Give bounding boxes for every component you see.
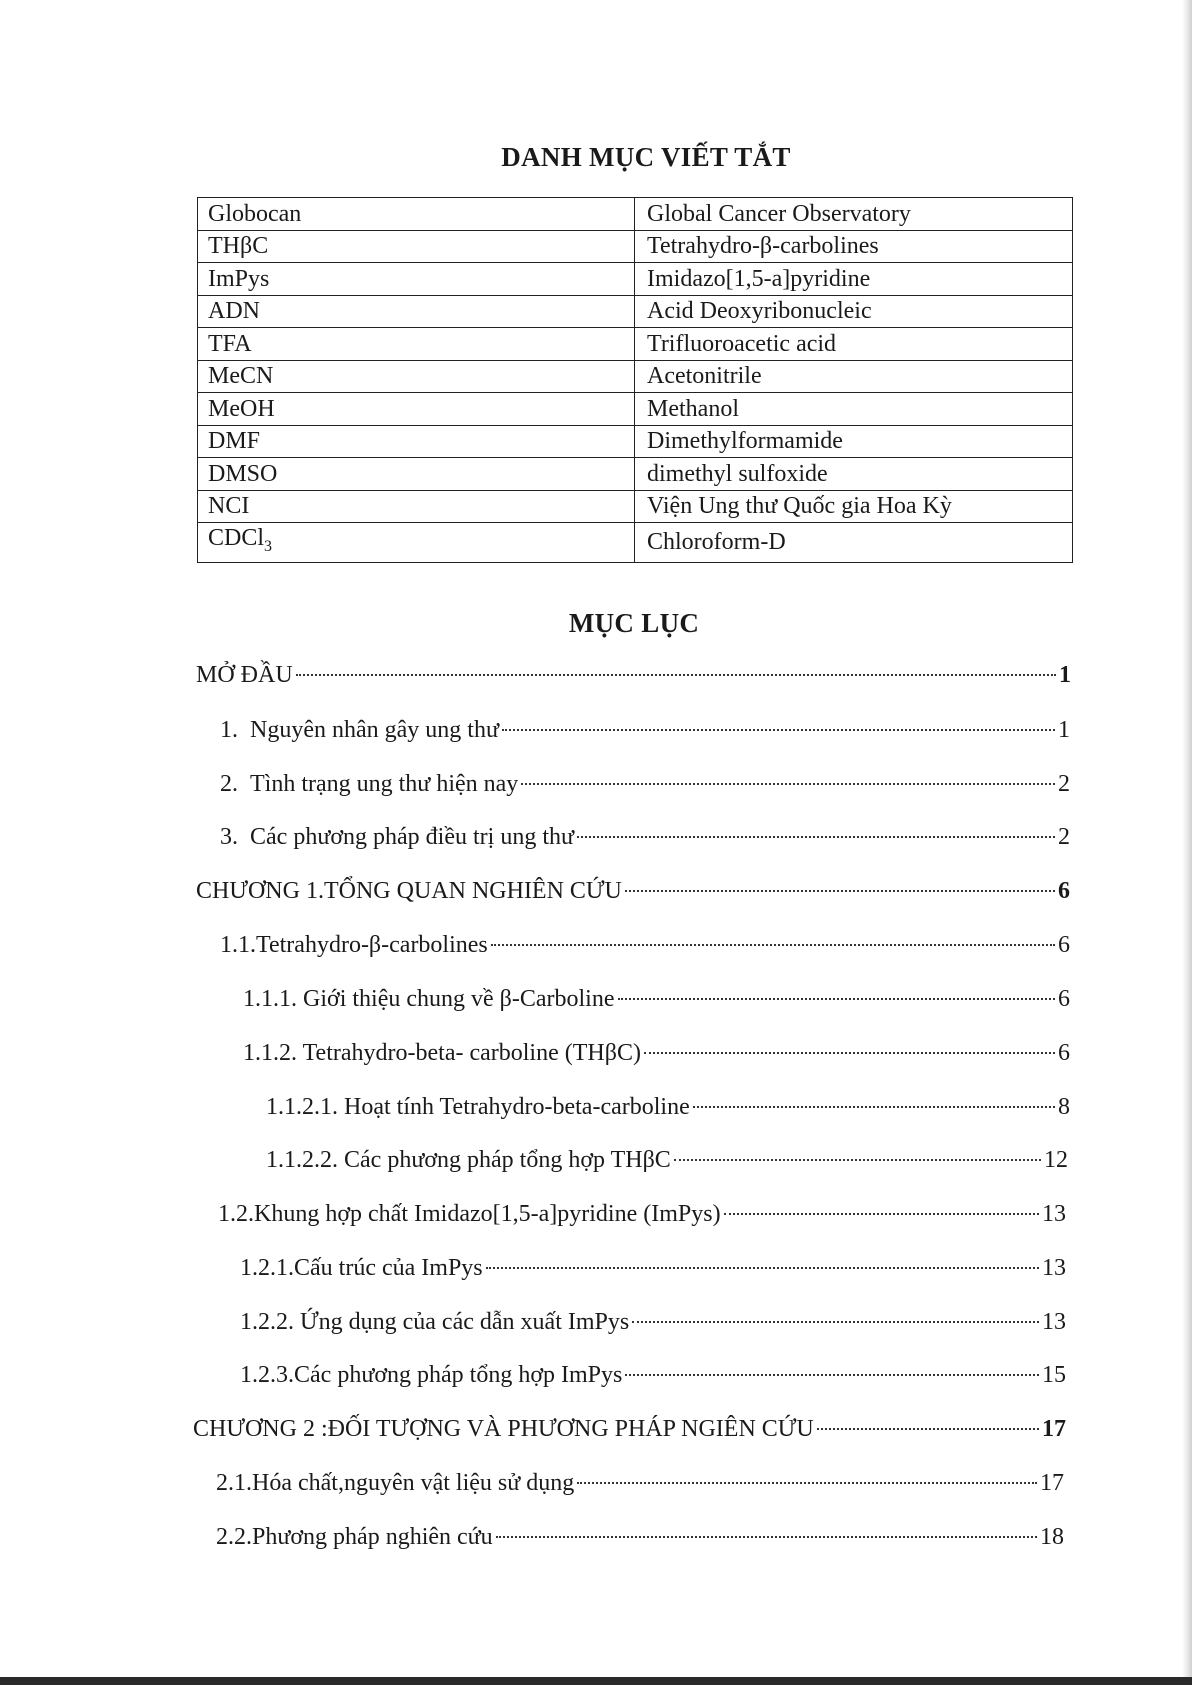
abbreviation-cell <box>198 328 635 361</box>
toc-entry[interactable] <box>240 1255 1066 1289</box>
abbreviation-row <box>198 523 1073 563</box>
abbreviation-cell <box>198 360 635 393</box>
toc-entry-page: 6 <box>1058 1040 1070 1066</box>
abbreviation-row <box>198 295 1073 328</box>
toc-entry-page: 8 <box>1058 1094 1070 1120</box>
toc-entry-page: 2 <box>1058 771 1070 797</box>
toc-entry[interactable] <box>266 1094 1070 1128</box>
toc-heading: MỤC LỤC <box>568 608 700 638</box>
abbreviation-cell <box>198 263 635 296</box>
toc-entry-page: 6 <box>1058 932 1070 958</box>
full-name-cell: Dimethylformamide <box>635 425 1073 458</box>
full-name-cell: Acid Deoxyribonucleic <box>635 295 1073 328</box>
toc-entry-title: 1.1.2.2. Các phương pháp tổng hợp THβC <box>266 1147 671 1173</box>
toc-entry-number: 1. <box>220 717 238 743</box>
toc-entry[interactable] <box>196 662 1071 696</box>
toc-leader-dots <box>632 1320 1039 1323</box>
abbreviation-cell <box>198 230 635 263</box>
toc-entry[interactable] <box>240 1309 1066 1343</box>
toc-leader-dots <box>625 1373 1039 1376</box>
abbreviation-text: MeOH <box>208 395 275 422</box>
abbreviation-row <box>198 425 1073 458</box>
abbreviation-cell <box>198 393 635 426</box>
full-name-cell: Tetrahydro-β-carbolines <box>635 230 1073 263</box>
abbreviation-text: CDCl <box>208 525 265 551</box>
toc-entry-title: 1.1.1. Giới thiệu chung về β-Carboline <box>243 986 615 1012</box>
toc-leader-dots <box>521 782 1055 785</box>
abbreviation-cell <box>198 198 635 231</box>
toc-entry-page: 1 <box>1059 662 1071 688</box>
toc-entry-title: 1.1.2. Tetrahydro-beta- carboline (THβC) <box>243 1040 641 1066</box>
abbreviation-text: TFA <box>208 330 252 357</box>
toc-entry[interactable] <box>220 771 1070 805</box>
abbreviation-row <box>198 198 1073 231</box>
toc-leader-dots <box>486 1266 1039 1269</box>
toc-entry-page: 13 <box>1042 1309 1066 1335</box>
toc-entry-page: 6 <box>1058 986 1070 1012</box>
toc-entry-title: 1.2.Khung hợp chất Imidazo[1,5-a]pyridine (ImPys) <box>218 1201 721 1227</box>
full-name-cell: Imidazo[1,5-a]pyridine <box>635 263 1073 296</box>
full-name-cell: Methanol <box>635 393 1073 426</box>
abbreviation-subscript: 3 <box>264 537 273 555</box>
full-name-cell: Chloroform-D <box>635 523 1073 563</box>
abbreviation-row <box>198 393 1073 426</box>
abbreviation-cell <box>198 490 635 523</box>
toc-leader-dots <box>644 1051 1055 1054</box>
abbreviation-text: ImPys <box>208 265 270 292</box>
toc-entry[interactable] <box>243 1040 1070 1074</box>
toc-leader-dots <box>496 1535 1037 1538</box>
toc-leader-dots <box>502 728 1055 731</box>
toc-entry-page: 2 <box>1058 824 1070 850</box>
toc-entry-title: 1.1.2.1. Hoạt tính Tetrahydro-beta-carboline <box>266 1094 690 1120</box>
toc-entry-title: MỞ ĐẦU <box>196 662 293 688</box>
abbreviation-text: THβC <box>208 233 269 260</box>
toc-entry-title: 1.2.1.Cấu trúc của ImPys <box>240 1255 483 1281</box>
toc-entry[interactable] <box>218 1201 1066 1235</box>
toc-leader-dots <box>724 1212 1039 1215</box>
toc-entry-number: 3. <box>220 824 238 850</box>
full-name-cell: dimethyl sulfoxide <box>635 458 1073 491</box>
toc-entry-page: 17 <box>1042 1416 1066 1442</box>
abbreviation-row <box>198 328 1073 361</box>
abbreviation-text: DMF <box>208 428 261 455</box>
toc-entry[interactable] <box>220 717 1070 751</box>
abbreviation-text: Globocan <box>208 200 302 227</box>
toc-entry-title: 1.2.3.Các phương pháp tổng hợp ImPys <box>240 1362 623 1388</box>
toc-leader-dots <box>817 1427 1039 1430</box>
abbreviation-cell <box>198 425 635 458</box>
toc-entry-page: 13 <box>1042 1255 1066 1281</box>
toc-entry[interactable] <box>196 878 1070 912</box>
toc-entry-page: 13 <box>1042 1201 1066 1227</box>
abbreviation-row <box>198 490 1073 523</box>
toc-entry-number: 2. <box>220 771 238 797</box>
toc-leader-dots <box>693 1105 1055 1108</box>
toc-entry-page: 6 <box>1058 878 1070 904</box>
abbreviation-cell <box>198 458 635 491</box>
scan-bottom-edge <box>0 1677 1192 1685</box>
full-name-cell: Trifluoroacetic acid <box>635 328 1073 361</box>
toc-entry-page: 12 <box>1044 1147 1068 1173</box>
abbreviation-cell <box>198 523 635 563</box>
scan-edge <box>1182 0 1192 1685</box>
abbreviation-row <box>198 458 1073 491</box>
toc-entry-title: CHƯƠNG 1.TỔNG QUAN NGHIÊN CỨU <box>196 878 622 904</box>
toc-entry-title: 1.2.2. Ứng dụng của các dẫn xuất ImPys <box>240 1309 630 1335</box>
toc-entry[interactable] <box>266 1147 1068 1181</box>
full-name-cell: Acetonitrile <box>635 360 1073 393</box>
toc-leader-dots <box>491 943 1055 946</box>
toc-entry[interactable] <box>193 1416 1066 1450</box>
toc-entry[interactable] <box>220 932 1070 966</box>
toc-leader-dots <box>674 1158 1041 1161</box>
toc-entry[interactable] <box>220 824 1070 858</box>
toc-entry[interactable] <box>240 1362 1066 1396</box>
toc-entry-title: 2.2.Phương pháp nghiên cứu <box>216 1524 493 1550</box>
full-name-cell: Viện Ung thư Quốc gia Hoa Kỳ <box>635 490 1073 523</box>
toc-entry-title: Tình trạng ung thư hiện nay <box>250 771 519 797</box>
toc-entry-page: 15 <box>1042 1362 1066 1388</box>
abbreviation-text: MeCN <box>208 363 274 390</box>
abbreviation-text: DMSO <box>208 460 278 487</box>
abbreviation-row <box>198 360 1073 393</box>
toc-entry-title: Các phương pháp điều trị ung thư <box>250 824 574 850</box>
toc-entry-title: 1.1.Tetrahydro-β-carbolines <box>220 932 488 958</box>
abbreviation-row <box>198 230 1073 263</box>
full-name-cell: Global Cancer Observatory <box>635 198 1073 231</box>
abbreviation-text: ADN <box>208 298 260 325</box>
toc-entry[interactable] <box>216 1470 1064 1504</box>
abbreviation-row <box>198 263 1073 296</box>
abbreviations-heading: DANH MỤC VIẾT TẮT <box>501 142 791 172</box>
toc-entry-title: Nguyên nhân gây ung thư <box>250 717 499 743</box>
abbreviation-cell <box>198 295 635 328</box>
toc-entry-page: 18 <box>1040 1524 1064 1550</box>
abbreviation-text: NCI <box>208 493 250 520</box>
toc-leader-dots <box>625 889 1055 892</box>
toc-entry-title: CHƯƠNG 2 :ĐỐI TƯỢNG VÀ PHƯƠNG PHÁP NGIÊN CỨU <box>193 1416 814 1442</box>
abbreviations-table <box>197 197 1073 563</box>
toc-entry-page: 17 <box>1040 1470 1064 1496</box>
toc-entry[interactable] <box>216 1524 1064 1558</box>
toc-leader-dots <box>618 997 1056 1000</box>
toc-entry[interactable] <box>243 986 1070 1020</box>
toc-entry-page: 1 <box>1058 717 1070 743</box>
toc-entry-title: 2.1.Hóa chất,nguyên vật liệu sử dụng <box>216 1470 575 1496</box>
toc-leader-dots <box>577 835 1055 838</box>
toc-leader-dots <box>577 1481 1037 1484</box>
toc-leader-dots <box>296 673 1056 676</box>
